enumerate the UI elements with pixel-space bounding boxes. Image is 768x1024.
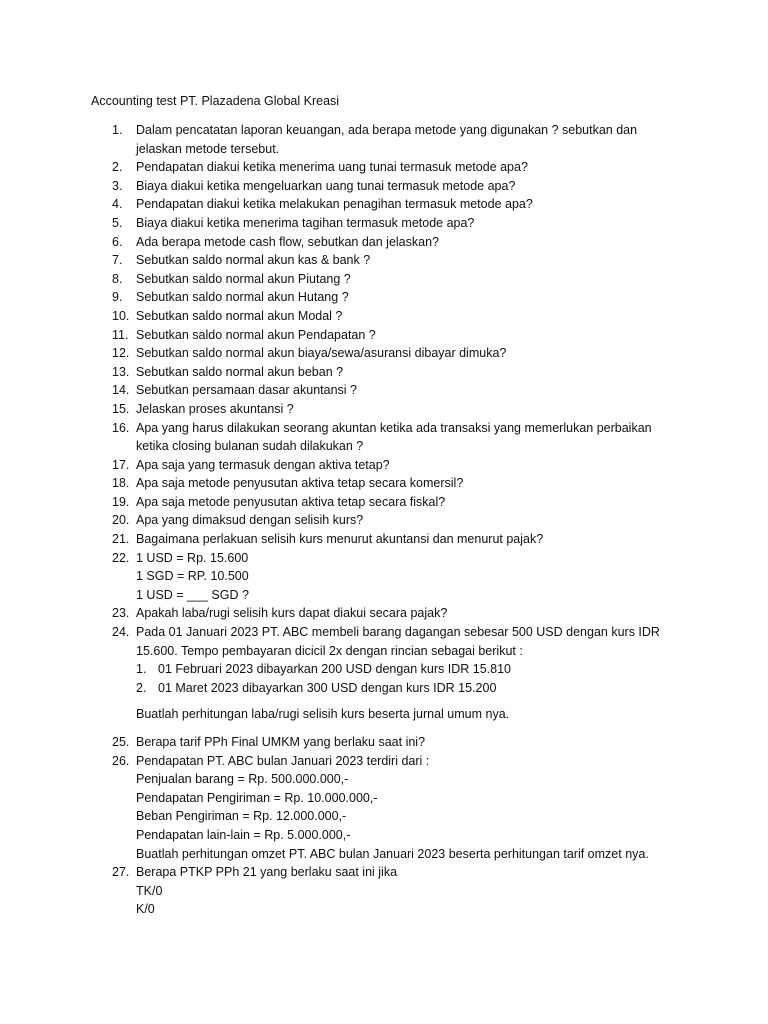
question-line: Pendapatan diakui ketika menerima uang tunai termasuk metode apa? <box>136 160 528 175</box>
question-number: 17. <box>112 457 130 472</box>
question-line: Sebutkan saldo normal akun biaya/sewa/asuransi dibayar dimuka? <box>136 346 507 361</box>
question-text <box>136 270 676 289</box>
question-line: Sebutkan saldo normal akun beban ? <box>136 364 344 379</box>
question-line: Beban Pengiriman = Rp. 12.000.000,- <box>136 809 347 824</box>
question-item <box>0 177 768 196</box>
question-line: Pendapatan Pengiriman = Rp. 10.000.000,- <box>136 790 378 805</box>
question-line: Pendapatan lain-lain = Rp. 5.000.000,- <box>136 827 351 842</box>
question-line: Biaya diakui ketika mengeluarkan uang tunai termasuk metode apa? <box>136 178 516 193</box>
question-line: Bagaimana perlakuan selisih kurs menurut akuntansi dan menurut pajak? <box>136 532 544 547</box>
question-item <box>0 251 768 270</box>
question-number: 4. <box>112 197 123 212</box>
question-line: 1 USD = ___ SGD ? <box>136 587 249 602</box>
question-number: 21. <box>112 532 130 547</box>
question-item <box>0 121 768 158</box>
question-text <box>136 863 676 919</box>
question-item <box>0 733 768 752</box>
question-number: 27. <box>112 865 130 880</box>
question-number: 14. <box>112 383 130 398</box>
question-line: Sebutkan saldo normal akun Modal ? <box>136 308 343 323</box>
question-number: 13. <box>112 364 130 379</box>
question-line: Sebutkan saldo normal akun Hutang ? <box>136 290 349 305</box>
question-instruction: Buatlah perhitungan laba/rugi selisih kurs beserta jurnal umum nya. <box>136 707 510 722</box>
question-line: Pada 01 Januari 2023 PT. ABC membeli barang dagangan sebesar 500 USD dengan kurs IDR <box>136 625 660 640</box>
question-line: Berapa tarif PPh Final UMKM yang berlaku saat ini? <box>136 735 426 749</box>
question-number: 15. <box>112 401 130 416</box>
question-item <box>0 456 768 475</box>
question-text <box>136 251 676 270</box>
sub-item-number: 2. <box>136 680 147 695</box>
question-item <box>0 400 768 419</box>
question-number: 23. <box>112 606 130 621</box>
question-item <box>0 195 768 214</box>
question-item <box>0 604 768 623</box>
question-text <box>136 214 676 233</box>
question-text <box>136 233 676 252</box>
question-text <box>136 344 676 363</box>
question-number: 26. <box>112 753 130 768</box>
question-item <box>0 288 768 307</box>
question-item <box>0 419 768 456</box>
question-line: Berapa PTKP PPh 21 yang berlaku saat ini jika <box>136 865 398 880</box>
question-line: 15.600. Tempo pembayaran dicicil 2x dengan rincian sebagai berikut : <box>136 643 523 658</box>
sub-item <box>136 679 676 698</box>
question-number: 12. <box>112 346 130 361</box>
question-text <box>136 121 676 158</box>
sub-item-text: 01 Maret 2023 dibayarkan 300 USD dengan kurs IDR 15.200 <box>158 680 497 695</box>
question-line: Sebutkan saldo normal akun Pendapatan ? <box>136 327 376 342</box>
question-line: Apa saja metode penyusutan aktiva tetap secara fiskal? <box>136 494 446 509</box>
question-number: 19. <box>112 494 130 509</box>
question-number: 22. <box>112 550 130 565</box>
question-line: Sebutkan saldo normal akun kas & bank ? <box>136 253 371 268</box>
question-line: Sebutkan persamaan dasar akuntansi ? <box>136 383 357 398</box>
question-number: 5. <box>112 215 123 230</box>
question-text <box>136 419 676 456</box>
question-line: Buatlah perhitungan omzet PT. ABC bulan Januari 2023 beserta perhitungan tarif omzet nya. <box>136 846 649 861</box>
question-line: K/0 <box>136 902 155 917</box>
question-list <box>0 121 768 919</box>
question-text <box>136 177 676 196</box>
question-text <box>136 474 676 493</box>
sub-item-number: 1. <box>136 662 147 677</box>
question-text <box>136 623 676 724</box>
question-line: Sebutkan saldo normal akun Piutang ? <box>136 271 351 286</box>
question-number: 16. <box>112 420 130 435</box>
question-item <box>0 381 768 400</box>
question-number: 24. <box>112 625 130 640</box>
question-line: Apakah laba/rugi selisih kurs dapat diakui secara pajak? <box>136 606 448 621</box>
question-item <box>0 511 768 530</box>
question-line: TK/0 <box>136 883 163 898</box>
question-text <box>136 363 676 382</box>
question-text <box>136 604 676 623</box>
question-number: 25. <box>112 735 130 749</box>
question-text <box>136 549 676 605</box>
question-item <box>0 270 768 289</box>
question-text <box>136 511 676 530</box>
question-item <box>0 549 768 605</box>
sub-item <box>136 660 676 679</box>
question-item <box>0 474 768 493</box>
question-number: 8. <box>112 271 123 286</box>
question-text <box>136 400 676 419</box>
question-text <box>136 752 676 864</box>
question-text <box>136 288 676 307</box>
question-item <box>0 623 768 724</box>
question-text <box>136 733 676 752</box>
question-number: 1. <box>112 123 123 137</box>
question-number: 7. <box>112 253 123 268</box>
question-number: 3. <box>112 178 123 193</box>
question-line: 1 USD = Rp. 15.600 <box>136 550 249 565</box>
document-title: Accounting test PT. Plazadena Global Kreasi <box>91 94 340 108</box>
question-line: Dalam pencatatan laporan keuangan, ada berapa metode yang digunakan ? sebutkan dan <box>136 123 638 137</box>
question-line: Apa yang dimaksud dengan selisih kurs? <box>136 513 364 528</box>
question-text <box>136 530 676 549</box>
question-item <box>0 326 768 345</box>
question-item <box>0 752 768 864</box>
question-number: 6. <box>112 234 123 249</box>
question-item <box>0 493 768 512</box>
question-item <box>0 863 768 919</box>
question-text <box>136 195 676 214</box>
question-line: Jelaskan proses akuntansi ? <box>136 401 294 416</box>
question-item <box>0 363 768 382</box>
question-item <box>0 344 768 363</box>
question-line: Ada berapa metode cash flow, sebutkan dan jelaskan? <box>136 234 439 249</box>
question-text <box>136 326 676 345</box>
question-line: Penjualan barang = Rp. 500.000.000,- <box>136 772 349 787</box>
question-number: 10. <box>112 308 130 323</box>
question-text <box>136 381 676 400</box>
question-number: 20. <box>112 513 130 528</box>
question-item <box>0 530 768 549</box>
sub-item-text: 01 Februari 2023 dibayarkan 200 USD dengan kurs IDR 15.810 <box>158 662 511 677</box>
question-text <box>136 456 676 475</box>
question-item <box>0 233 768 252</box>
question-text <box>136 158 676 177</box>
question-number: 9. <box>112 290 123 305</box>
question-item <box>0 214 768 233</box>
question-line: 1 SGD = RP. 10.500 <box>136 569 249 584</box>
question-line: Apa yang harus dilakukan seorang akuntan ketika ada transaksi yang memerlukan perbaikan <box>136 420 652 435</box>
question-item <box>0 307 768 326</box>
question-number: 11. <box>112 327 129 342</box>
question-line: Apa saja yang termasuk dengan aktiva tetap? <box>136 457 390 472</box>
question-line: jelaskan metode tersebut. <box>136 141 280 156</box>
question-line: Biaya diakui ketika menerima tagihan termasuk metode apa? <box>136 215 475 230</box>
question-line: Apa saja metode penyusutan aktiva tetap secara komersil? <box>136 476 464 491</box>
question-line: Pendapatan diakui ketika melakukan penagihan termasuk metode apa? <box>136 197 533 212</box>
question-text <box>136 493 676 512</box>
question-text <box>136 307 676 326</box>
question-item <box>0 158 768 177</box>
question-line: ketika closing bulanan sudah dilakukan ? <box>136 439 364 454</box>
question-number: 2. <box>112 160 123 175</box>
question-line: Pendapatan PT. ABC bulan Januari 2023 terdiri dari : <box>136 753 430 768</box>
question-number: 18. <box>112 476 130 491</box>
